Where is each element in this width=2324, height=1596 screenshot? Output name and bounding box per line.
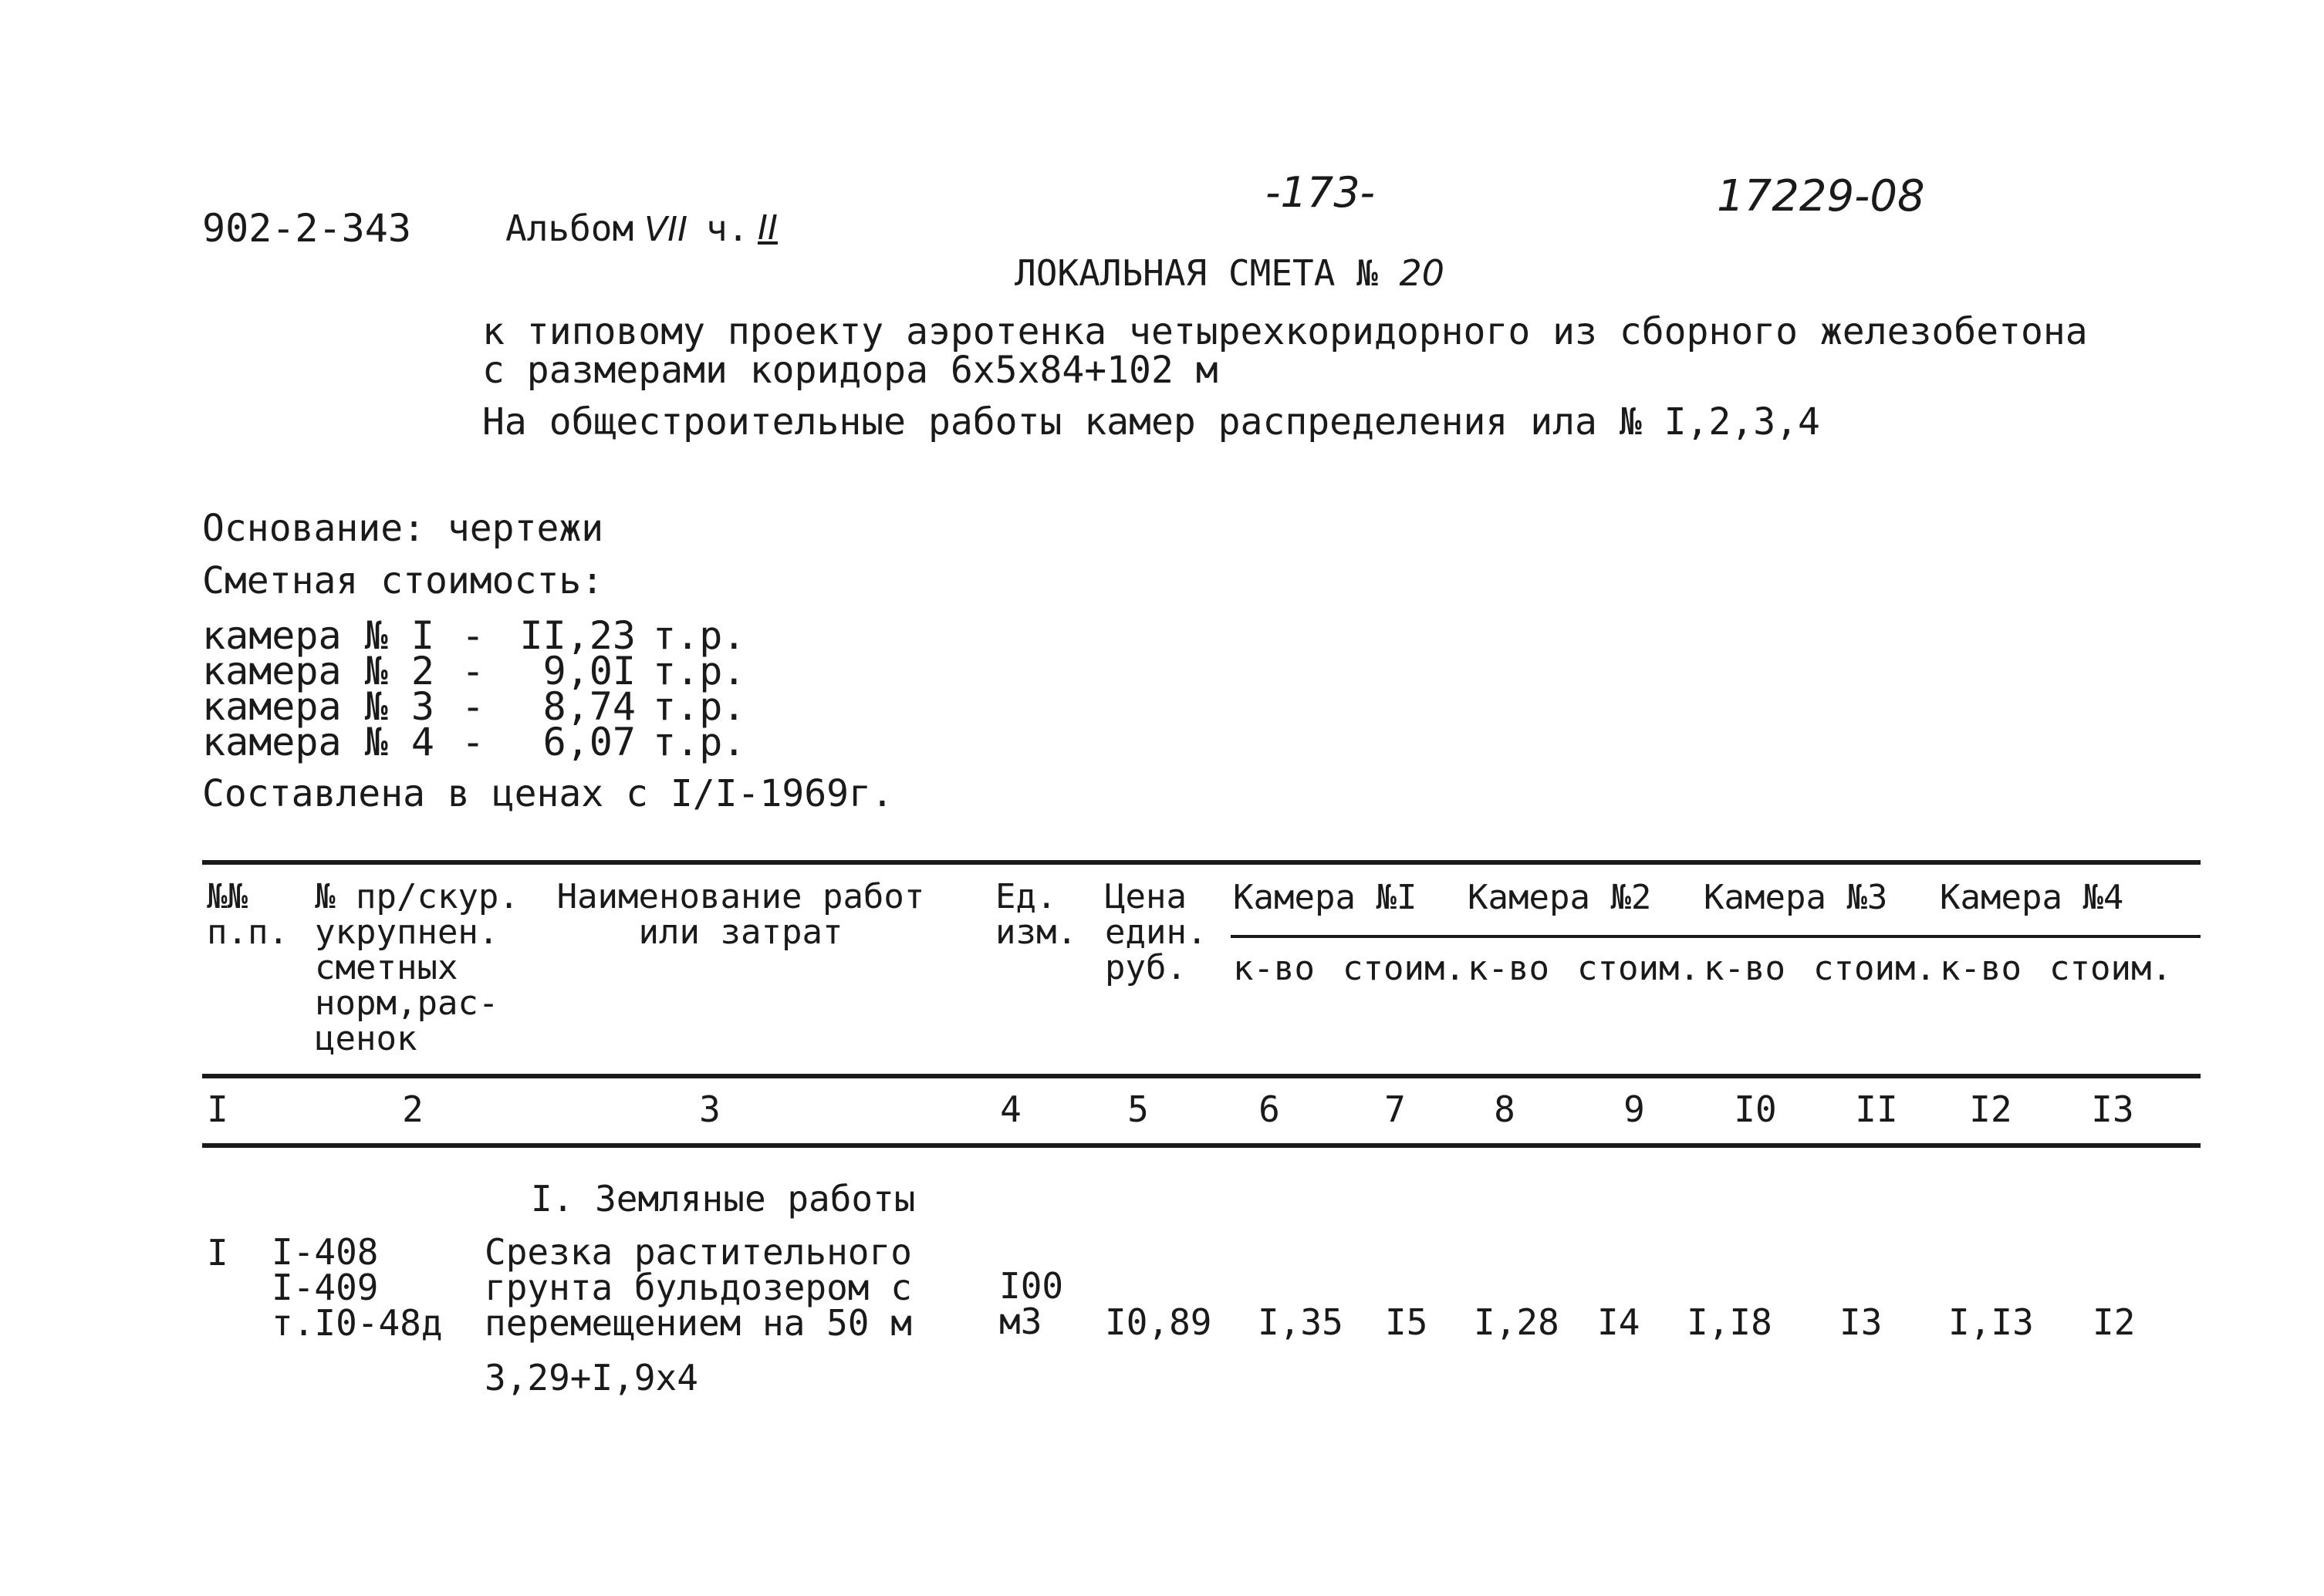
table-top-rule <box>202 860 2201 865</box>
camera-cost-value: 8,74 <box>542 684 636 729</box>
part-number: II <box>758 208 778 248</box>
title-line-1: к типовому проекту аэротенка четырехкоридорного из сборного железобетона <box>482 310 2088 353</box>
column-number: 5 <box>1127 1088 1149 1130</box>
page-number: -173- <box>1265 168 1376 217</box>
column-number: I <box>207 1088 228 1130</box>
camera-cost-unit: т.р. <box>653 720 746 764</box>
header-cost: стоим. <box>1577 949 1700 988</box>
header-cost: стоим. <box>1813 949 1936 988</box>
row-cam4-qty: I,I3 <box>1948 1301 2034 1343</box>
column-number: I3 <box>2091 1088 2134 1130</box>
header-bottom-rule <box>202 1074 2201 1078</box>
camera-cost-value: II,23 <box>519 613 636 658</box>
col-numbers-rule <box>202 1143 2201 1148</box>
column-number: 6 <box>1258 1088 1280 1130</box>
row-number: I <box>207 1232 228 1274</box>
camera-cost-dash: - <box>461 684 485 729</box>
camera-cost-name: камера № 4 <box>202 720 435 764</box>
header-qty: к-во <box>1940 949 2022 988</box>
row-cam1-qty: I,35 <box>1258 1301 1343 1343</box>
camera-cost-name: камера № 2 <box>202 649 435 693</box>
row-unit-price: I0,89 <box>1105 1301 1212 1343</box>
row-cam3-cost: I3 <box>1839 1301 1883 1343</box>
camera-cost-unit: т.р. <box>653 613 746 658</box>
camera-cost-dash: - <box>461 613 485 658</box>
camera-cost-name: камера № 3 <box>202 684 435 729</box>
cost-title: Сметная стоимость: <box>202 559 604 602</box>
column-number: I2 <box>1969 1088 2012 1130</box>
section-heading: I. Земляные работы <box>531 1178 916 1220</box>
title-line-2: с размерами коридора 6х5х84+102 м <box>482 349 1218 392</box>
row-work-name: Срезка растительного грунта бульдозером с перемещением на 50 м <box>485 1231 912 1344</box>
row-cam2-cost: I4 <box>1597 1301 1640 1343</box>
row-norm-code: I-408 I-409 т.I0-48д <box>272 1231 443 1344</box>
header-camera-4: Камера №4 <box>1940 878 2124 917</box>
column-number: I0 <box>1734 1088 1777 1130</box>
sheet-number: 17229-08 <box>1717 171 1925 221</box>
camera-subheader-rule <box>1231 935 2201 938</box>
header-cost: стоим. <box>1343 949 1465 988</box>
column-number: 8 <box>1494 1088 1515 1130</box>
column-number: 3 <box>699 1088 721 1130</box>
column-number: 7 <box>1384 1088 1406 1130</box>
header-cost: стоим. <box>2049 949 2172 988</box>
album-number: VII <box>644 210 688 249</box>
header-unit: Ед. изм. <box>995 877 1077 952</box>
camera-cost-unit: т.р. <box>653 684 746 729</box>
header-camera-2: Камера №2 <box>1468 878 1652 917</box>
row-cam4-cost: I2 <box>2093 1301 2136 1343</box>
header-row-number: №№ п.п. <box>207 877 289 952</box>
row-cam2-qty: I,28 <box>1474 1301 1559 1343</box>
header-qty: к-во <box>1468 949 1549 988</box>
row-cam3-qty: I,I8 <box>1687 1301 1772 1343</box>
column-number: II <box>1855 1088 1898 1130</box>
camera-cost-dash: - <box>461 720 485 764</box>
column-number: 2 <box>402 1088 424 1130</box>
estimate-title <box>1015 252 1445 294</box>
row-unit: I00 м3 <box>999 1265 1064 1342</box>
album-label: Альбом <box>505 208 634 249</box>
camera-cost-value: 9,0I <box>542 649 636 693</box>
column-number: 4 <box>1000 1088 1022 1130</box>
doc-code: 902-2-343 <box>202 206 411 251</box>
header-qty: к-во <box>1704 949 1785 988</box>
row-cam1-cost: I5 <box>1385 1301 1428 1343</box>
camera-cost-unit: т.р. <box>653 649 746 693</box>
header-qty: к-во <box>1233 949 1315 988</box>
prices-basis: Составлена в ценах с I/I-1969г. <box>202 772 893 815</box>
basis-line: Основание: чертежи <box>202 507 604 550</box>
header-work-name: Наименование работ или затрат <box>556 877 925 952</box>
camera-cost-name: камера № I <box>202 613 435 658</box>
column-number: 9 <box>1623 1088 1645 1130</box>
row-formula: 3,29+I,9х4 <box>485 1357 698 1399</box>
estimate-title-label: ЛОКАЛЬНАЯ СМЕТА № <box>1015 252 1378 294</box>
title-subject: На общестроительные работы камер распределения ила № I,2,3,4 <box>482 400 1820 444</box>
header-camera-1: Камера №I <box>1233 878 1417 917</box>
camera-cost-dash: - <box>461 649 485 693</box>
part-label: ч. <box>706 208 749 249</box>
camera-cost-value: 6,07 <box>542 720 636 764</box>
estimate-number: 20 <box>1399 252 1445 294</box>
header-unit-price: Цена един. руб. <box>1105 877 1208 987</box>
header-camera-3: Камера №3 <box>1704 878 1888 917</box>
header-norm-code: № пр/скур. укрупнен. сметных норм,рас- ценок <box>315 877 519 1058</box>
